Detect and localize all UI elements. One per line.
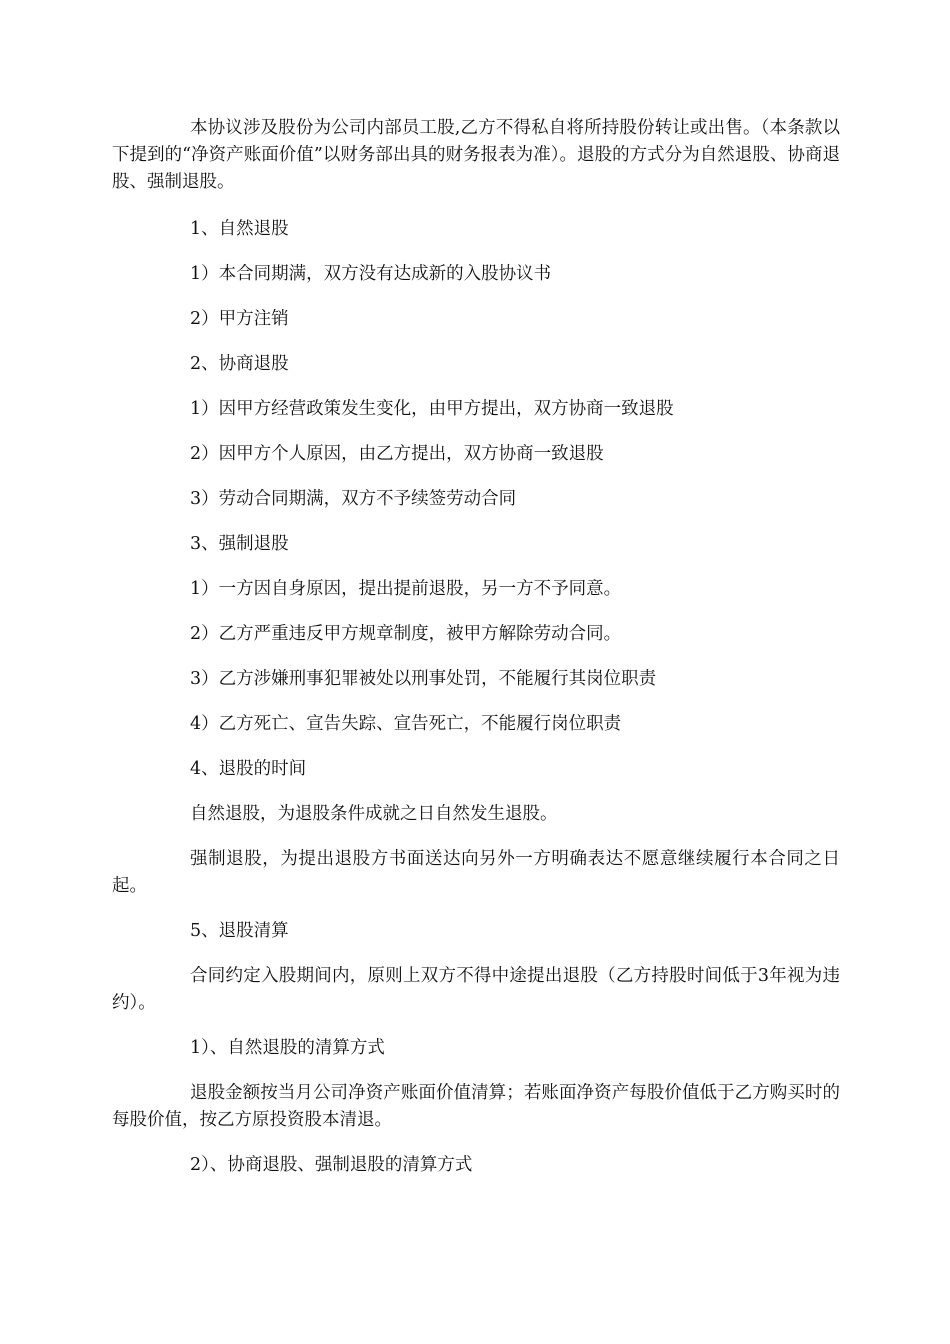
paragraph: 合同约定入股期间内，原则上双方不得中途提出退股（乙方持股时间低于3年视为违约）。 [112,966,840,1013]
document-body [112,115,840,1197]
subsection-heading: 1）、自然退股的清算方式 [190,1038,385,1058]
section-heading-negotiated-withdrawal: 2、协商退股 [190,354,289,374]
paragraph: 强制退股，为提出退股方书面送达向另外一方明确表达不愿意继续履行本合同之日起。 [112,849,840,896]
section-heading-settlement: 5、退股清算 [190,921,289,941]
list-item: 3）乙方涉嫌刑事犯罪被处以刑事处罚，不能履行其岗位职责 [190,669,657,689]
paragraph: 退股金额按当月公司净资产账面价值清算；若账面净资产每股价值低于乙方购买时的每股价值，按乙方原投资股本清退。 [112,1083,840,1130]
section-heading-forced-withdrawal: 3、强制退股 [190,534,289,554]
subsection-heading: 2）、协商退股、强制退股的清算方式 [190,1155,473,1175]
list-item: 1）本合同期满，双方没有达成新的入股协议书 [190,264,552,284]
section-heading-withdrawal-time: 4、退股的时间 [190,759,307,779]
list-item: 2）乙方严重违反甲方规章制度，被甲方解除劳动合同。 [190,624,622,644]
list-item: 1）因甲方经营政策发生变化，由甲方提出，双方协商一致退股 [190,399,674,419]
list-item: 3）劳动合同期满，双方不予续签劳动合同 [190,489,517,509]
list-item: 2）甲方注销 [190,309,289,329]
paragraph-intro: 本协议涉及股份为公司内部员工股,乙方不得私自将所持股份转让或出售。（本条款以下提到的“净资产账面价值”以财务部出具的财务报表为准）。退股的方式分为自然退股、协商退股、强制退股。 [112,118,840,192]
paragraph: 自然退股，为退股条件成就之日自然发生退股。 [190,804,558,824]
section-heading-natural-withdrawal: 1、自然退股 [190,219,289,239]
list-item: 4）乙方死亡、宣告失踪、宣告死亡，不能履行岗位职责 [190,714,622,734]
list-item: 2）因甲方个人原因，由乙方提出，双方协商一致退股 [190,444,604,464]
list-item: 1）一方因自身原因，提出提前退股，另一方不予同意。 [190,579,622,599]
